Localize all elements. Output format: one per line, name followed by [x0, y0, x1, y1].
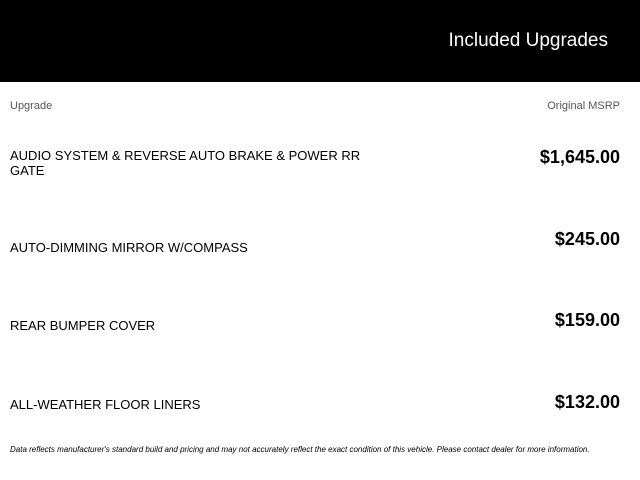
upgrade-price: $132.00	[554, 392, 620, 412]
column-header-msrp: Original MSRP	[547, 100, 620, 112]
upgrade-name: REAR BUMPER COVER	[10, 318, 156, 333]
disclaimer-text: Data reflects manufacturer's standard build and pricing and may not accurately reflect the exact condition of this vehicle. Please contact dealer for more information.	[10, 445, 590, 454]
upgrade-name: ALL-WEATHER FLOOR LINERS	[10, 397, 201, 412]
header-bar	[0, 0, 640, 82]
upgrade-name: AUDIO SYSTEM & REVERSE AUTO BRAKE & POWER RR GATE	[10, 148, 361, 178]
upgrade-price: $245.00	[554, 229, 620, 249]
upgrade-price: $1,645.00	[539, 147, 620, 167]
upgrade-name: AUTO-DIMMING MIRROR W/COMPASS	[10, 240, 248, 255]
column-header-upgrade: Upgrade	[10, 100, 53, 112]
page-title: Included Upgrades	[448, 30, 608, 51]
upgrade-price: $159.00	[554, 310, 620, 330]
